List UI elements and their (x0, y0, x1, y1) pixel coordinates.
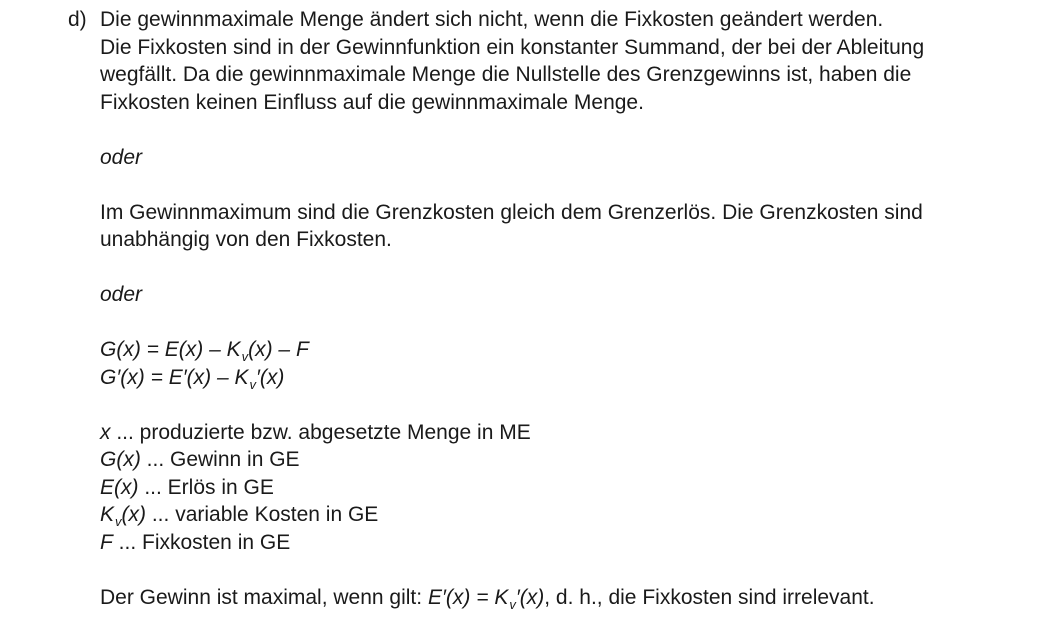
legend-item: E(x) ... Erlös in GE (100, 475, 274, 499)
variable-legend (100, 419, 1020, 557)
paragraph-line: unabhängig von den Fixkosten. (100, 228, 392, 251)
legend-item: x ... produzierte bzw. abgesetzte Menge in ME (100, 420, 531, 444)
task-label: d) (68, 8, 87, 31)
paragraph-line: Im Gewinnmaximum sind die Grenzkosten gleich dem Grenzerlös. Die Grenzkosten sind (100, 200, 923, 224)
paragraph-1 (100, 6, 1020, 116)
solution-content (100, 6, 1020, 611)
legend-item: G(x) ... Gewinn in GE (100, 448, 300, 471)
paragraph-line: wegfällt. Da die gewinnmaximale Menge die Nullstelle des Grenzgewinns ist, haben die (100, 63, 912, 86)
conclusion: Der Gewinn ist maximal, wenn gilt: $E'(x) = K_v'(x)$, d. h., die Fixkosten sind irrelevant. (100, 585, 875, 612)
marginal-profit-equation: $G'(x) = E'(x) - K_v'(x)$ (100, 365, 285, 392)
paragraph-line: Fixkosten keinen Einfluss auf die gewinnmaximale Menge. (100, 90, 644, 114)
equations (100, 336, 1020, 391)
profit-equation: $G(x) = E(x) - K_v(x) - F$ (100, 338, 309, 364)
legend-item: $K_v(x)$ ... variable Kosten in GE (100, 503, 379, 529)
paragraph-2 (100, 199, 1020, 254)
or-separator: oder (100, 283, 143, 306)
or-separator: oder (100, 145, 143, 169)
legend-item: F ... Fixkosten in GE (100, 530, 291, 554)
paragraph-line: Die gewinnmaximale Menge ändert sich nicht, wenn die Fixkosten geändert werden. (100, 8, 884, 31)
paragraph-line: Die Fixkosten sind in der Gewinnfunktion ein konstanter Summand, der bei der Ableitung (100, 35, 925, 59)
